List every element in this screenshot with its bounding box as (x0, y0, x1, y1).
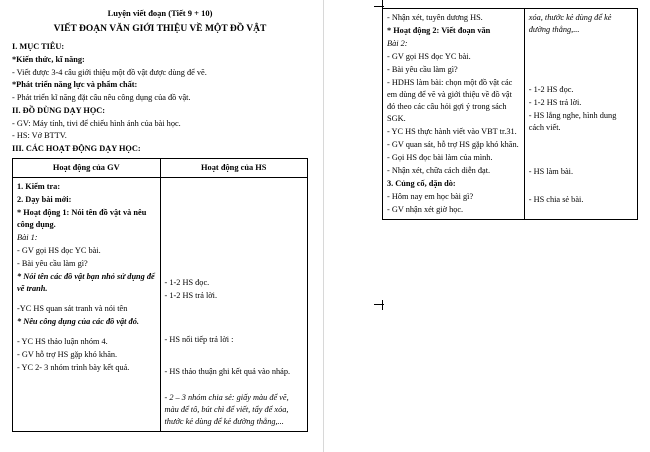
hs2-line-doc: - 1-2 HS đọc. (528, 85, 574, 95)
gv2-line-thuc-hanh-viet: - YC HS thực hành viết vào VBT tr.31. (387, 127, 517, 137)
gv-line-goi-hs-doc: - GV gọi HS đọc YC bài. (17, 246, 101, 256)
gv2-line-yeu-cau: - Bài yêu cầu làm gì? (387, 65, 458, 75)
document-subtitle: VIẾT ĐOẠN VĂN GIỚI THIỆU VỀ MỘT ĐỒ VẬT (53, 24, 267, 34)
gv2-line-nhan-xet: - Nhận xét, tuyên dương HS. (387, 13, 483, 22)
column-header-gv: Hoạt động của GV (13, 159, 161, 178)
section-do-dung-gv: - GV: Máy tính, tivi để chiếu hình ảnh của bài học. (12, 118, 181, 128)
document-title: Luyện viết đoạn (Tiết 9 + 10) (107, 8, 213, 18)
cell-hs-activities (160, 178, 308, 432)
hs-line-tra-loi: - 1-2 HS trả lời. (164, 291, 218, 301)
gv2-line-nhan-xet-chua: - Nhận xét, chữa cách diễn đạt. (387, 166, 491, 176)
cell-gv-activities-page2 (383, 9, 525, 220)
section-kien-thuc-detail: - Viết được 3-4 câu giới thiệu một đồ vật được dùng để vẽ. (12, 67, 207, 77)
table-row (383, 9, 638, 220)
crop-mark-bottom-left-v (382, 300, 383, 310)
hs2-line-chia-se-bai: - HS chia sẻ bài. (528, 195, 584, 205)
column-header-hs: Hoạt động của HS (160, 159, 308, 178)
gv-line-hoat-dong-1: * Hoạt động 1: Nói tên đồ vật và nêu công dụng. (17, 208, 147, 230)
section-do-dung-hs: - HS: Vở BTTV. (12, 131, 67, 141)
gv2-line-hoat-dong-2: * Hoạt động 2: Viết đoạn văn (387, 26, 491, 36)
section-nang-luc-detail: - Phát triển kĩ năng đặt câu nêu công dụng của đồ vật. (12, 93, 191, 103)
table-row (13, 178, 308, 432)
section-heading-hoat-dong: III. CÁC HOẠT ĐỘNG DẠY HỌC: (12, 144, 141, 154)
hs2-line-lam-bai: - HS làm bài. (528, 167, 574, 177)
gv2-line-quan-sat: - GV quan sát, hỗ trợ HS gặp khó khăn. (387, 140, 519, 150)
gv-line-thao-luan: - YC HS thảo luận nhóm 4. (17, 337, 108, 347)
table-header-row (13, 159, 308, 178)
section-kien-thuc: *Kiến thức, kĩ năng: (12, 54, 85, 64)
gv-line-noi-ten: * Nói tên các đồ vật bạn nhỏ sử dụng để vẽ tranh. (17, 272, 155, 294)
gv-line-trinh-bay: - YC 2- 3 nhóm trình bày kết quả. (17, 363, 130, 373)
hs2-line-lang-nghe: - HS lắng nghe, hình dung cách viết. (528, 111, 617, 133)
gv-line-bai-1: Bài 1: (17, 233, 38, 243)
gv-line-day-bai-moi: 2. Dạy bài mới: (17, 195, 72, 205)
left-page (0, 0, 318, 452)
hs-line-thao-luan: - HS thảo thuận ghi kết quả vào nháp. (164, 367, 291, 377)
page-divider (323, 0, 324, 452)
gv2-line-cung-co: 3. Củng cố, dặn dò: (387, 179, 456, 189)
lesson-plan-table (12, 158, 308, 432)
hs-line-noi-tiep: - HS nối tiếp trả lời : (164, 335, 234, 345)
section-nang-luc: *Phát triển năng lực và phẩm chất: (12, 80, 138, 90)
cell-gv-activities (13, 178, 161, 432)
gv2-line-hdhs: - HDHS làm bài: chọn một đồ vật các em dùng để vẽ và giới thiệu về đồ vật đó theo các câu hỏi gợi ý trong sách SGK. (387, 78, 513, 124)
gv2-line-nhan-xet-gio-hoc: - GV nhận xét giờ học. (387, 205, 464, 215)
gv-line-kiem-tra: 1. Kiểm tra: (17, 182, 61, 192)
gv2-line-goi-hs-doc: - GV gọi HS đọc YC bài. (387, 52, 471, 62)
gv-line-neu-cong-dung: * Nêu công dụng của các đồ vật đó. (17, 317, 139, 327)
section-heading-do-dung: II. ĐỒ DÙNG DẠY HỌC: (12, 105, 106, 115)
hs-line-doc: - 1-2 HS đọc. (164, 278, 210, 288)
gv-line-ho-tro: - GV hỗ trợ HS gặp khó khăn. (17, 350, 118, 360)
gv2-line-bai-2: Bài 2: (387, 39, 408, 49)
hs2-line-top-fragment: xóa, thước kẻ dùng để kẻ đường thẳng,... (528, 13, 612, 35)
gv2-line-hom-nay: - Hôm nay em học bài gì? (387, 192, 474, 202)
lesson-plan-table-page2 (382, 8, 638, 220)
gv-line-quan-sat-tranh: -YC HS quan sát tranh và nói tên (17, 304, 128, 314)
right-page (330, 0, 650, 452)
cell-hs-activities-page2 (524, 9, 637, 220)
hs-line-chia-se: - 2 – 3 nhóm chia sẻ: giấy màu để vẽ, màu để tô, bút chì để viết, tẩy để xóa, thước kẻ dùng để kẻ đường thẳng,... (164, 393, 289, 427)
section-heading-muc-tieu: I. MỤC TIÊU: (12, 42, 65, 51)
hs2-line-tra-loi: - 1-2 HS trả lời. (528, 98, 582, 108)
gv2-line-goi-hs-doc-bai: - Gọi HS đọc bài làm của mình. (387, 153, 493, 163)
gv-line-yeu-cau: - Bài yêu cầu làm gì? (17, 259, 88, 269)
